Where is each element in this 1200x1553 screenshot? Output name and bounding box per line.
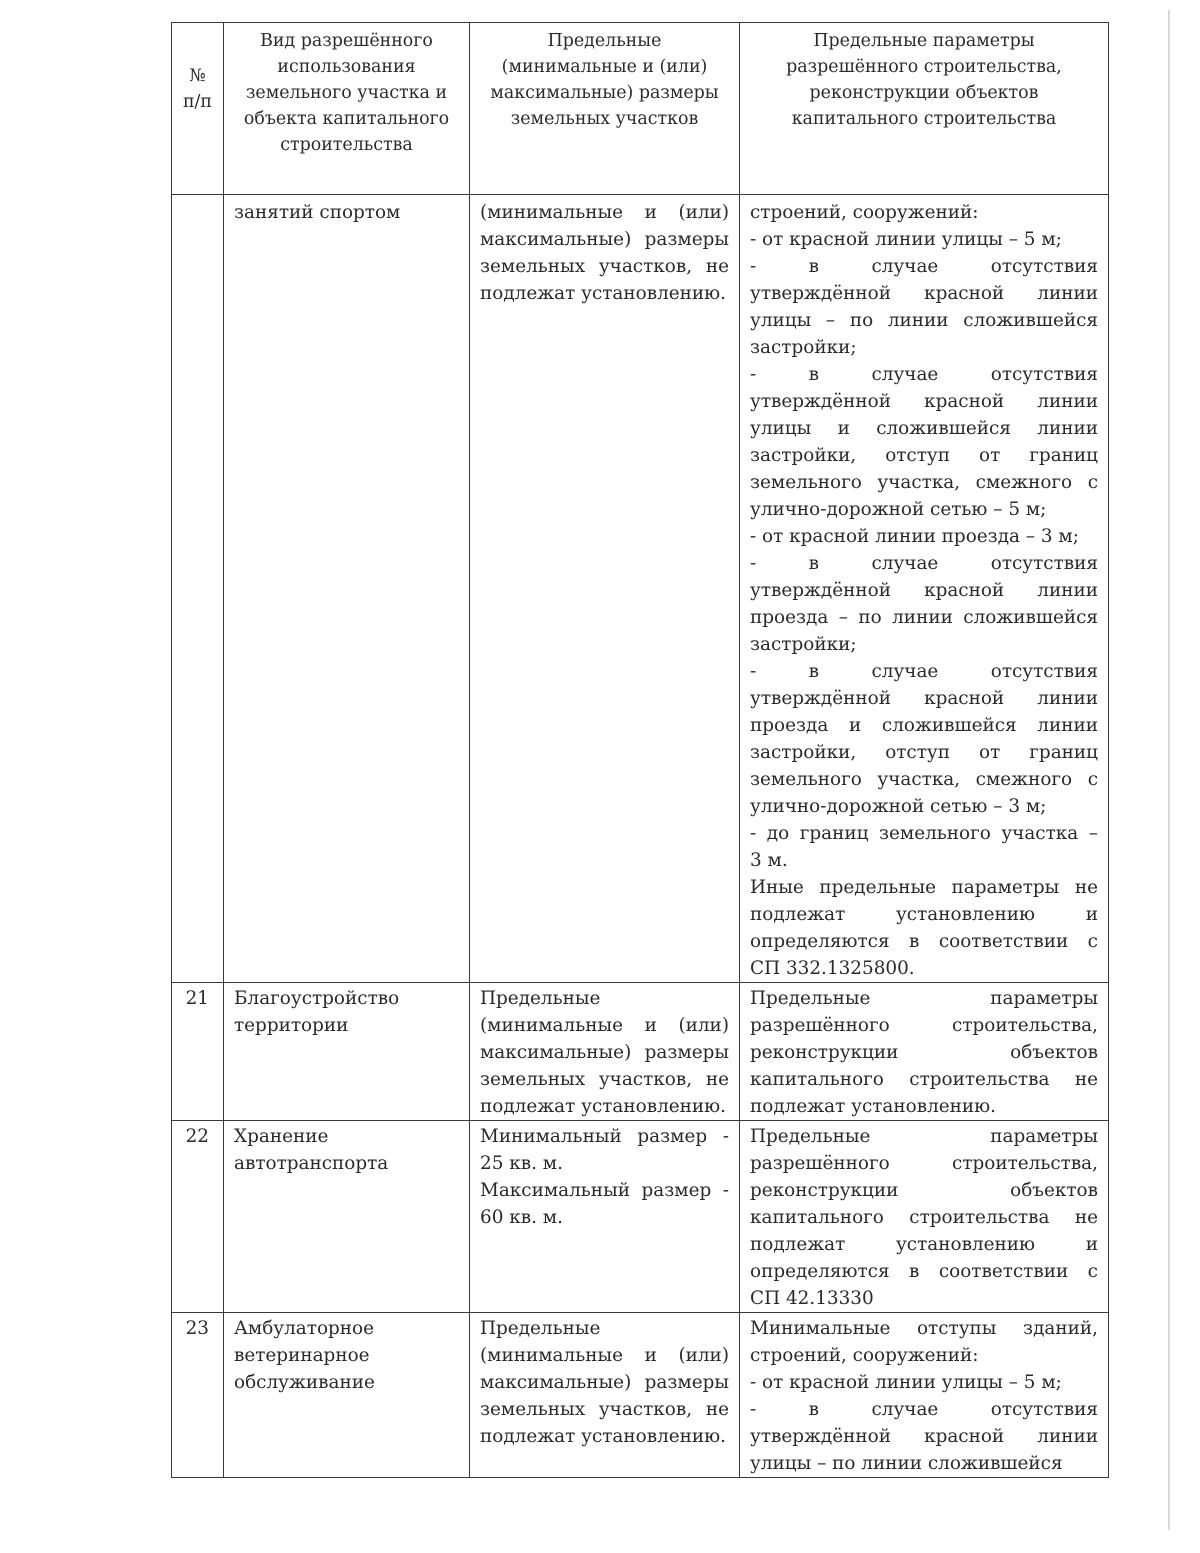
table-row: [172, 195, 1109, 983]
text-line: утверждённой красной линии: [750, 283, 1098, 304]
plot-size-cell: [470, 983, 740, 1121]
text-line: улицы – по линии сложившейся: [750, 1453, 1063, 1474]
text-line: 25 кв. м.: [480, 1153, 563, 1174]
text-line: - от красной линии улицы – 5 м;: [750, 229, 1062, 250]
text-line: улицы и сложившейся линии: [750, 418, 1098, 439]
text-line: Предельные: [480, 988, 601, 1009]
text-line: утверждённой красной линии: [750, 1426, 1098, 1447]
text-line: реконструкции объектов: [750, 1042, 1098, 1063]
params-cell: [740, 195, 1109, 983]
text-line: Амбулаторное: [234, 1318, 375, 1339]
plot-size-cell: [470, 1121, 740, 1313]
text-line: - в случае отсутствия: [750, 256, 1098, 277]
text-line: разрешённого строительства,: [750, 1153, 1098, 1174]
text-line: СП 332.1325800.: [750, 958, 915, 979]
text-line: Минимальные отступы зданий,: [750, 1318, 1098, 1339]
table-row: [172, 983, 1109, 1121]
text-line: Предельные: [480, 1318, 601, 1339]
text-line: подлежат установлению.: [480, 1426, 727, 1447]
params-cell: [740, 1313, 1109, 1478]
text-line: - в случае отсутствия: [750, 364, 1098, 385]
text-line: (минимальные и (или): [480, 202, 729, 223]
text-line: территории: [234, 1015, 349, 1036]
text-line: - от красной линии проезда – 3 м;: [750, 526, 1079, 547]
text-line: Благоустройство: [234, 988, 400, 1009]
text-line: - в случае отсутствия: [750, 661, 1098, 682]
text-line: максимальные) размеры: [480, 1042, 729, 1063]
text-line: застройки;: [750, 337, 857, 358]
plot-size-cell: [470, 1313, 740, 1478]
row-number: 21: [172, 983, 224, 1121]
params-cell: [740, 983, 1109, 1121]
text-line: Предельные параметры: [750, 1126, 1098, 1147]
text-line: капитального строительства не: [750, 1069, 1098, 1090]
text-line: подлежат установлению и: [750, 1234, 1098, 1255]
text-line: - в случае отсутствия: [750, 553, 1098, 574]
text-line: капитального строительства не: [750, 1207, 1098, 1228]
header-construction-params: Предельные параметры разрешённого строительства, реконструкции объектов капитального строительства: [740, 23, 1109, 195]
text-line: обслуживание: [234, 1372, 375, 1393]
text-line: земельных участков, не: [480, 1399, 729, 1420]
table-header-row: [172, 23, 1109, 195]
text-line: автотранспорта: [234, 1153, 389, 1174]
table-row: [172, 1313, 1109, 1478]
text-line: подлежат установлению и: [750, 904, 1098, 925]
text-line: - до границ земельного участка –: [750, 823, 1098, 844]
text-line: земельного участка, смежного с: [750, 472, 1098, 493]
text-line: ветеринарное: [234, 1345, 370, 1366]
text-line: - от красной линии улицы – 5 м;: [750, 1372, 1062, 1393]
text-line: утверждённой красной линии: [750, 580, 1098, 601]
text-line: 3 м.: [750, 850, 788, 871]
plot-size-cell: [470, 195, 740, 983]
text-line: строений, сооружений:: [750, 202, 979, 223]
text-line: максимальные) размеры: [480, 229, 729, 250]
text-line: подлежат установлению.: [480, 1096, 727, 1117]
text-line: застройки, отступ от границ: [750, 445, 1098, 466]
text-line: улично-дорожной сетью – 5 м;: [750, 499, 1047, 520]
text-line: проезда – по линии сложившейся: [750, 607, 1098, 628]
text-line: улицы – по линии сложившейся: [750, 310, 1098, 331]
text-line: (минимальные и (или): [480, 1345, 729, 1366]
text-line: строений, сооружений:: [750, 1345, 979, 1366]
land-use-regulations-table: [171, 22, 1109, 1478]
text-line: улично-дорожной сетью – 3 м;: [750, 796, 1047, 817]
use-kind-cell: [224, 983, 470, 1121]
text-line: - в случае отсутствия: [750, 1399, 1098, 1420]
text-line: утверждённой красной линии: [750, 688, 1098, 709]
text-line: занятий спортом: [234, 202, 401, 223]
text-line: Хранение: [234, 1126, 329, 1147]
text-line: определяются в соответствии с: [750, 1261, 1098, 1282]
text-line: Максимальный размер -: [480, 1180, 729, 1201]
text-line: 60 кв. м.: [480, 1207, 563, 1228]
text-line: Предельные параметры: [750, 988, 1098, 1009]
text-line: Минимальный размер -: [480, 1126, 729, 1147]
text-line: земельного участка, смежного с: [750, 769, 1098, 790]
use-kind-cell: [224, 195, 470, 983]
header-use-kind: Вид разрешённого использования земельного участка и объекта капитального строительства: [224, 23, 470, 195]
text-line: проезда и сложившейся линии: [750, 715, 1098, 736]
text-line: подлежат установлению.: [750, 1096, 997, 1117]
use-kind-cell: [224, 1313, 470, 1478]
text-line: максимальные) размеры: [480, 1372, 729, 1393]
header-plot-size: Предельные (минимальные и (или) максимальные) размеры земельных участков: [470, 23, 740, 195]
text-line: (минимальные и (или): [480, 1015, 729, 1036]
text-line: определяются в соответствии с: [750, 931, 1098, 952]
text-line: разрешённого строительства,: [750, 1015, 1098, 1036]
text-line: застройки;: [750, 634, 857, 655]
text-line: застройки, отступ от границ: [750, 742, 1098, 763]
row-number: 23: [172, 1313, 224, 1478]
row-number: 22: [172, 1121, 224, 1313]
params-cell: [740, 1121, 1109, 1313]
text-line: земельных участков, не: [480, 256, 729, 277]
text-line: утверждённой красной линии: [750, 391, 1098, 412]
row-number: [172, 195, 224, 983]
scan-edge-line: [1168, 10, 1170, 1530]
header-number: № п/п: [172, 23, 224, 195]
text-line: реконструкции объектов: [750, 1180, 1098, 1201]
text-line: земельных участков, не: [480, 1069, 729, 1090]
text-line: СП 42.13330: [750, 1288, 874, 1309]
text-line: подлежат установлению.: [480, 283, 727, 304]
table-row: [172, 1121, 1109, 1313]
text-line: Иные предельные параметры не: [750, 877, 1098, 898]
use-kind-cell: [224, 1121, 470, 1313]
